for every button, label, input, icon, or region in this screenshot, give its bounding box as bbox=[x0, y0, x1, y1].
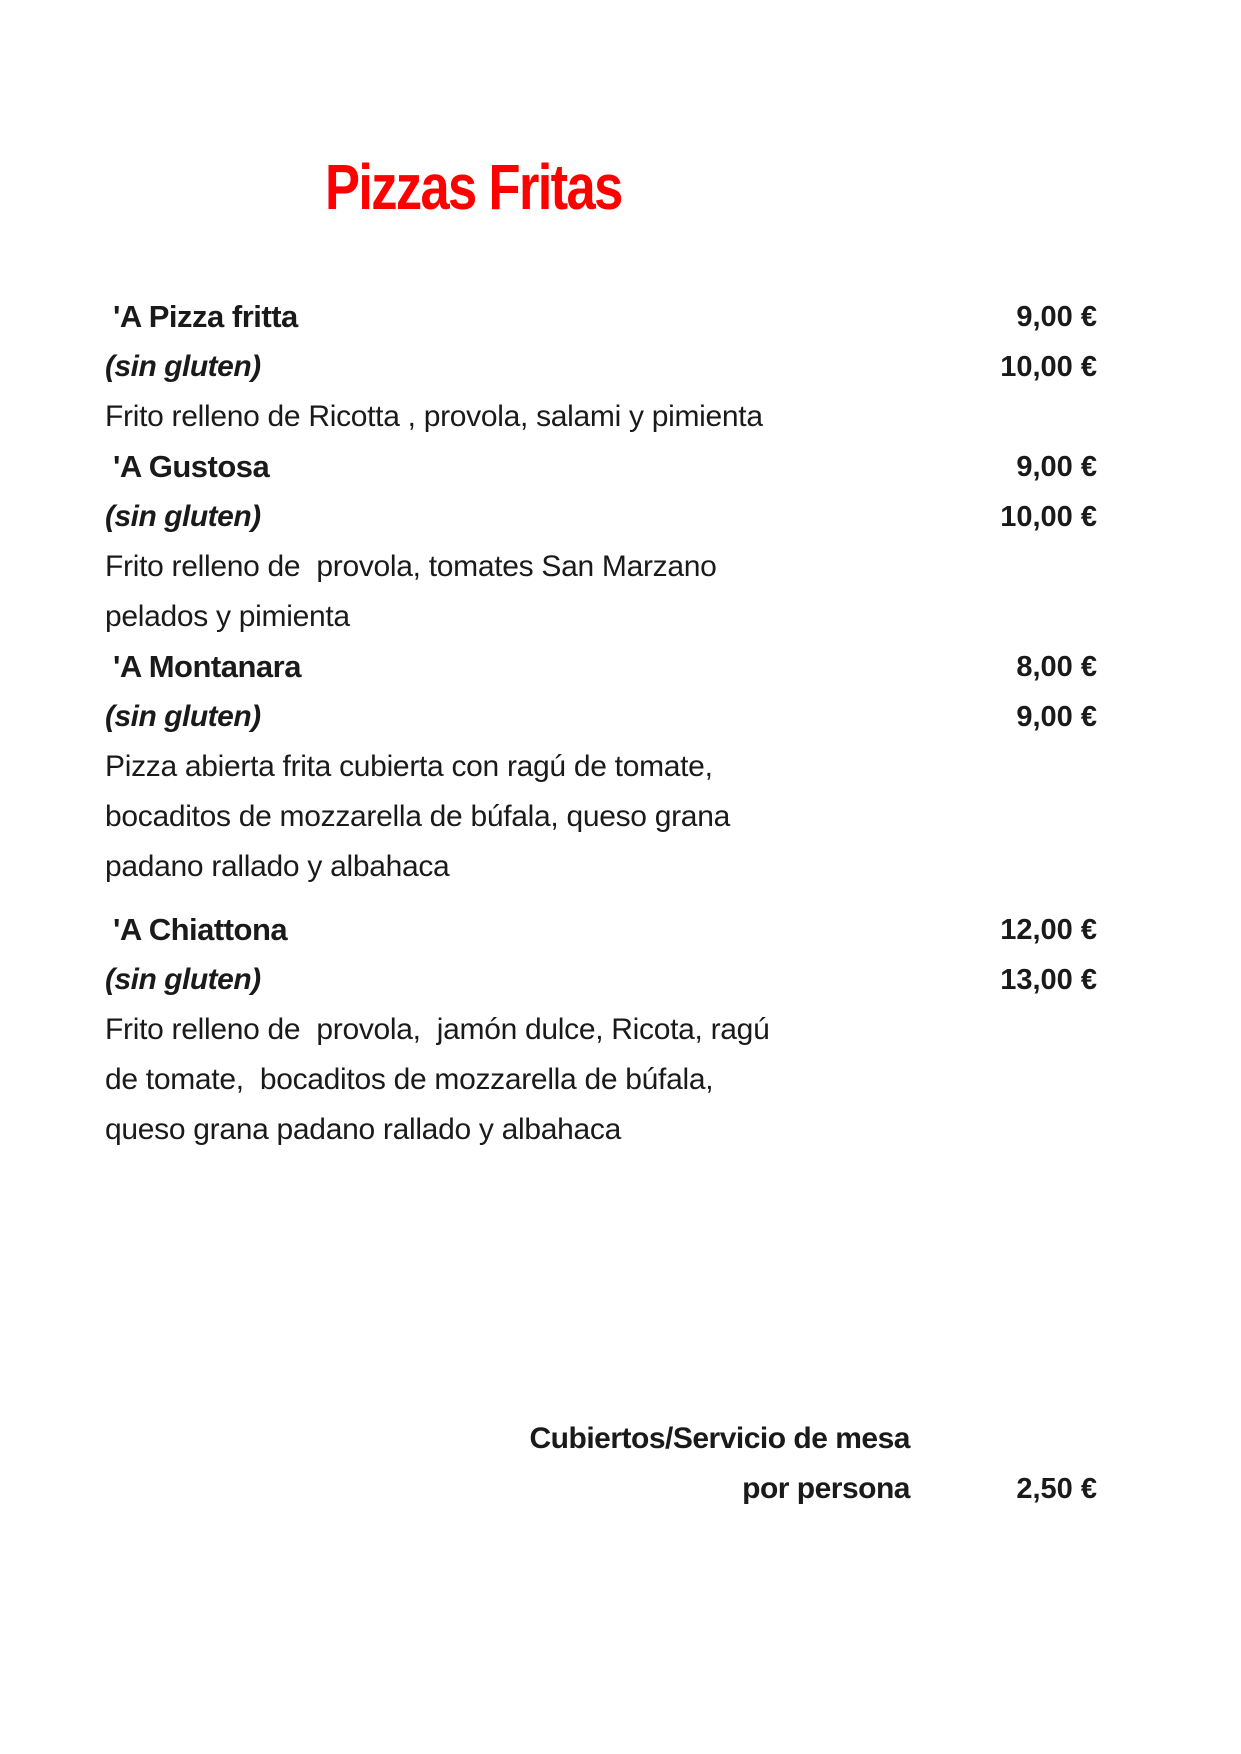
service-charge-note bbox=[0, 1414, 1241, 1514]
gluten-free-price: 10,00 € bbox=[1000, 350, 1097, 383]
description-row bbox=[105, 742, 1097, 792]
menu-item-description-line: queso grana padano rallado y albahaca bbox=[105, 1113, 621, 1146]
menu-item-name: 'A Gustosa bbox=[113, 449, 270, 484]
description-row bbox=[105, 542, 1097, 592]
gluten-free-price: 9,00 € bbox=[1016, 700, 1097, 733]
menu-item-price: 9,00 € bbox=[1016, 450, 1097, 483]
menu-item-description-line: Frito relleno de provola, tomates San Marzano bbox=[105, 550, 717, 583]
description-row bbox=[105, 1105, 1097, 1155]
gluten-free-row bbox=[105, 692, 1097, 742]
menu-item-description-line: Pizza abierta frita cubierta con ragú de tomate, bbox=[105, 750, 713, 783]
menu-item-description-line: pelados y pimienta bbox=[105, 600, 350, 633]
gluten-free-price: 13,00 € bbox=[1000, 963, 1097, 996]
gluten-free-label: (sin gluten) bbox=[105, 963, 261, 996]
menu-item bbox=[105, 905, 1097, 1155]
description-row bbox=[105, 842, 1097, 892]
menu-item-price: 8,00 € bbox=[1016, 650, 1097, 683]
menu-item bbox=[105, 642, 1097, 892]
menu-item-name: 'A Chiattona bbox=[113, 912, 288, 947]
gluten-free-label: (sin gluten) bbox=[105, 700, 261, 733]
per-person-label: por persona bbox=[742, 1472, 910, 1505]
page-title: Pizzas Fritas bbox=[325, 151, 622, 223]
menu-item-name-row bbox=[105, 905, 1097, 955]
menu-item-description-line: padano rallado y albahaca bbox=[105, 850, 450, 883]
gluten-free-row bbox=[105, 955, 1097, 1005]
description-row bbox=[105, 592, 1097, 642]
gluten-free-row bbox=[105, 492, 1097, 542]
description-row bbox=[105, 1055, 1097, 1105]
menu-item-list bbox=[0, 292, 1241, 1155]
menu-item-description-line: Frito relleno de provola, jamón dulce, Ricota, ragú bbox=[105, 1013, 770, 1046]
menu-item-name: 'A Pizza fritta bbox=[113, 299, 298, 334]
menu-item-price: 12,00 € bbox=[1000, 913, 1097, 946]
menu-item bbox=[105, 292, 1097, 442]
service-charge-line bbox=[105, 1414, 1097, 1464]
menu-item bbox=[105, 442, 1097, 642]
menu-item-name-row bbox=[105, 292, 1097, 342]
description-row bbox=[105, 1005, 1097, 1055]
menu-item-name: 'A Montanara bbox=[113, 649, 301, 684]
gluten-free-row bbox=[105, 342, 1097, 392]
service-charge-line bbox=[105, 1464, 1097, 1514]
gluten-free-label: (sin gluten) bbox=[105, 500, 261, 533]
menu-item-description-line: bocaditos de mozzarella de búfala, queso grana bbox=[105, 800, 730, 833]
service-charge-label: Cubiertos/Servicio de mesa bbox=[529, 1422, 910, 1455]
menu-item-description-line: Frito relleno de Ricotta , provola, salami y pimienta bbox=[105, 400, 763, 433]
gluten-free-price: 10,00 € bbox=[1000, 500, 1097, 533]
description-row bbox=[105, 792, 1097, 842]
menu-item-price: 9,00 € bbox=[1016, 300, 1097, 333]
description-row bbox=[105, 392, 1097, 442]
gluten-free-label: (sin gluten) bbox=[105, 350, 261, 383]
menu-item-description-line: de tomate, bocaditos de mozzarella de búfala, bbox=[105, 1063, 714, 1096]
menu-item-name-row bbox=[105, 642, 1097, 692]
service-charge-price: 2,50 € bbox=[1016, 1472, 1097, 1505]
menu-item-name-row bbox=[105, 442, 1097, 492]
